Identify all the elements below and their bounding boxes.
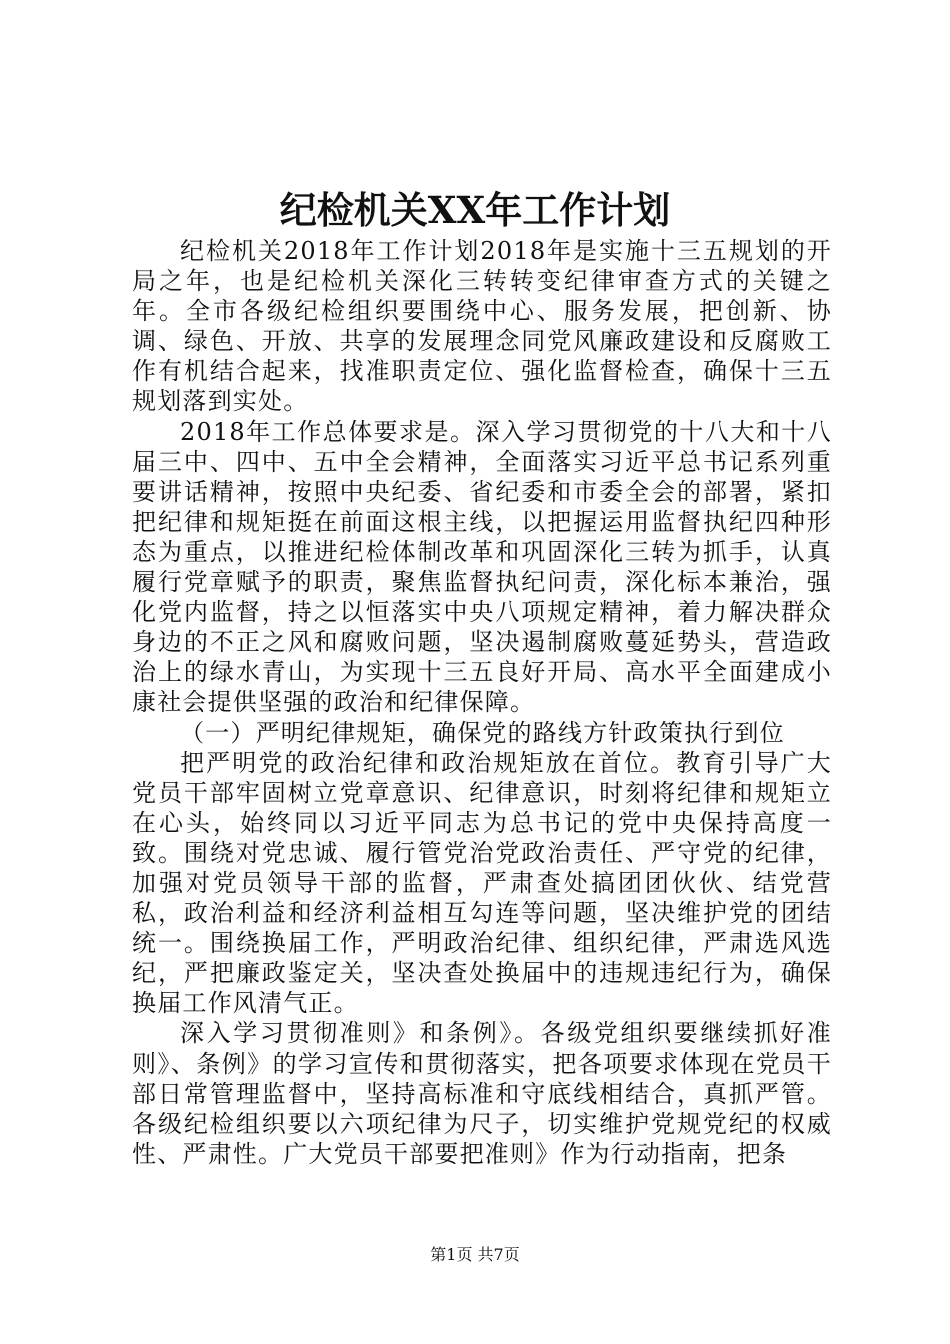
section-heading-1: （一）严明纪律规矩，确保党的路线方针政策执行到位 bbox=[180, 718, 785, 747]
document-body bbox=[132, 236, 832, 1169]
paragraph-regulations: 深入学习贯彻准则》和条例》。各级党组织要继续抓好准则》、条例》的学习宣传和贯彻落实，把各项要求体现在党员干部日常管理监督中，坚持高标准和守底线相结合，真抓严管。各级纪检组织要以六项纪律为尺子，切实维护党规党纪的权威性、严肃性。广大党员干部要把准则》作为行动指南，把条 bbox=[132, 1019, 832, 1168]
document-title: 纪检机关XX年工作计划 bbox=[279, 188, 671, 232]
paragraph-requirements: 2018年工作总体要求是。深入学习贯彻党的十八大和十八届三中、四中、五中全会精神，全面落实习近平总书记系列重要讲话精神，按照中央纪委、省纪委和市委全会的部署，紧扣把纪律和规矩挺在前面这根主线，以把握运用监督执纪四种形态为重点，以推进纪检体制改革和巩固深化三转为抓手，认真履行党章赋予的职责，聚焦监督执纪问责，深化标本兼治，强化党内监督，持之以恒落实中央八项规定精神，着力解决群众身边的不正之风和腐败问题，坚决遏制腐败蔓延势头，营造政治上的绿水青山，为实现十三五良好开局、高水平全面建成小康社会提供坚强的政治和纪律保障。 bbox=[132, 417, 832, 717]
page-footer: 第1页 共7页 bbox=[430, 1245, 520, 1264]
paragraph-intro: 纪检机关2018年工作计划2018年是实施十三五规划的开局之年，也是纪检机关深化三转转变纪律审查方式的关键之年。全市各级纪检组织要围绕中心、服务发展，把创新、协调、绿色、开放、共享的发展理念同党风廉政建设和反腐败工作有机结合起来，找准职责定位、强化监督检查，确保十三五规划落到实处。 bbox=[132, 237, 832, 416]
paragraph-discipline: 把严明党的政治纪律和政治规矩放在首位。教育引导广大党员干部牢固树立党章意识、纪律意识，时刻将纪律和规矩立在心头，始终同以习近平同志为总书记的党中央保持高度一致。围绕对党忠诚、履行管党治党政治责任、严守党的纪律，加强对党员领导干部的监督，严肃查处搞团团伙伙、结党营私，政治利益和经济利益相互勾连等问题，坚决维护党的团结统一。围绕换届工作，严明政治纪律、组织纪律，严肃选风选纪，严把廉政鉴定关，坚决查处换届中的违规违纪行为，确保换届工作风清气正。 bbox=[132, 748, 832, 1018]
